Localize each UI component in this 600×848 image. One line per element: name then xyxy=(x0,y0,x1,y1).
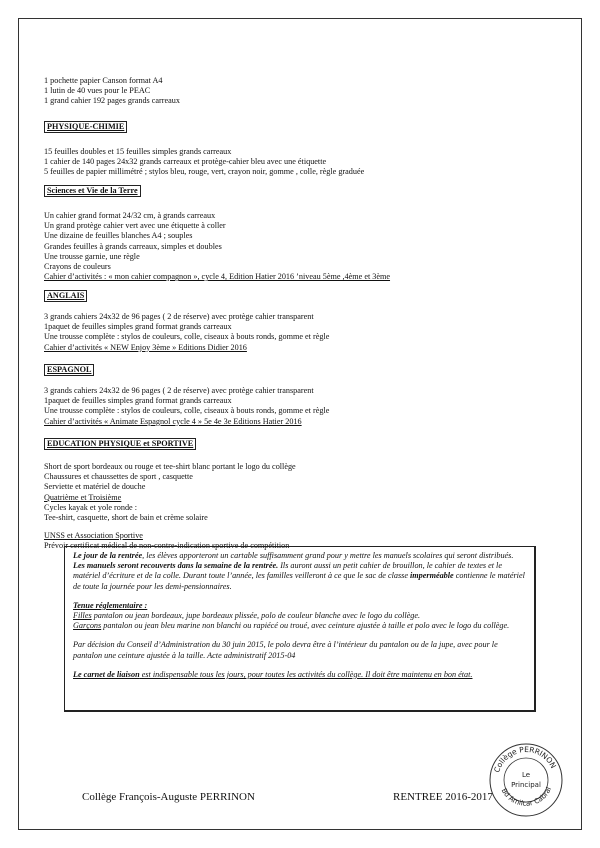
notice-label: Le jour de la rentrée xyxy=(73,551,143,560)
list-item: Une trousse complète : stylos de couleurs, colle, ciseaux à bouts ronds, gomme et règle xyxy=(44,332,330,342)
list-item: 3 grands cahiers 24x32 de 96 pages ( 2 de réserve) avec protège cahier transparent xyxy=(44,312,314,321)
section-physique-chimie xyxy=(44,121,364,178)
notice-garcons xyxy=(73,621,526,631)
activity-book: Cahier d’activités : « mon cahier compagnon », cycle 4, Edition Hatier 2016 ’niveau 5ème ,4ème et 3ème xyxy=(44,272,391,282)
list-item: 1 pochette papier Canson format A4 xyxy=(44,76,163,85)
notice-text: contienne le matériel de toute la journée pour les demi-pensionnaires. xyxy=(73,571,525,591)
list-item: Tee-shirt, casquette, short de bain et crème solaire xyxy=(44,513,208,523)
list-item: Serviette et matériel de douche xyxy=(44,482,146,492)
list-item: Une trousse complète : stylos de couleurs, colle, ciseaux à bouts ronds, gomme et règle xyxy=(44,406,330,416)
section-title: ESPAGNOL xyxy=(44,364,94,376)
notice-label: Le carnet de liaison xyxy=(73,669,140,679)
notice-decision: Par décision du Conseil d’Administration du 30 juin 2015, le polo devra être à l’intérieur du pantalon ou de la jupe, avec pour le pantalon une ceinture ajustée à la taille. Acte administratif 2015-04 xyxy=(73,640,498,660)
list-item: Short de sport bordeaux ou rouge et tee-shirt blanc portant le logo du collège xyxy=(44,462,296,471)
notice-label: Les manuels seront recouverts dans la semaine de la rentrée. xyxy=(73,561,279,571)
list-item: Une dizaine de feuilles blanches A4 ; souples xyxy=(44,231,193,241)
notice-carnet xyxy=(73,670,526,680)
list-item: Cycles kayak et yole ronde : xyxy=(44,502,137,512)
notice-emphasis: imperméable xyxy=(410,571,454,581)
section-title: ANGLAIS xyxy=(44,290,87,302)
list-item: 1 lutin de 40 vues pour le PEAC xyxy=(44,86,151,96)
notice-box xyxy=(64,546,536,712)
school-stamp-icon xyxy=(486,738,566,818)
stamp-bottom-text: Bd Amilcar Cabral xyxy=(499,785,554,808)
activity-book: Cahier d’activités « NEW Enjoy 3ème » Editions Didier 2016 xyxy=(44,342,247,352)
list-item: 5 feuilles de papier millimétré ; stylos bleu, rouge, vert, crayon noir, gomme , colle, règle graduée xyxy=(44,167,365,177)
list-item: 1 grand cahier 192 pages grands carreaux xyxy=(44,96,180,106)
list-item: 1paquet de feuilles simples grand format grands carreaux xyxy=(44,322,232,332)
stamp-line1: Le xyxy=(521,771,531,779)
notice-text: est indispensable tous les jours, pour toutes les activités du collège. Il doit être maintenu en bon état. xyxy=(139,669,473,679)
notice-text: Ils auront aussi un petit cahier de brouillon, le cahier de textes et le matériel d’écriture et de la colle. Durant toute l’année, les familles veilleront à ce que le sac de classe xyxy=(73,561,502,581)
notice-manuels xyxy=(73,561,526,592)
notice-rentree xyxy=(73,551,526,561)
stamp-top-text: Collège PERRINON xyxy=(492,744,559,774)
section-espagnol xyxy=(44,364,329,427)
footer-rentree: RENTREE 2016-2017 xyxy=(393,791,493,803)
list-item: 15 feuilles doubles et 15 feuilles simples grands carreaux xyxy=(44,147,232,156)
subheading: UNSS et Association Sportive xyxy=(44,531,143,541)
footer-college: Collège François-Auguste PERRINON xyxy=(82,791,255,803)
list-item: Un cahier grand format 24/32 cm, à grands carreaux xyxy=(44,211,216,220)
notice-text: pantalon ou jean bordeaux, jupe bordeaux plissée, polo de couleur blanche avec le logo du collège. xyxy=(91,611,421,621)
list-item: 1paquet de feuilles simples grand format grands carreaux xyxy=(44,396,232,406)
section-title: Sciences et Vie de la Terre xyxy=(44,185,141,197)
list-item: Un grand protège cahier vert avec une étiquette à coller xyxy=(44,221,226,231)
notice-label: Tenue réglementaire : xyxy=(73,600,148,610)
section-title: EDUCATION PHYSIQUE et SPORTIVE xyxy=(44,438,196,450)
list-item: 1 cahier de 140 pages 24x32 grands carreaux et protège-cahier bleu avec une étiquette xyxy=(44,157,327,167)
activity-book: Cahier d’activités « Animate Espagnol cycle 4 » 5e 4e 3e Editions Hatier 2016 xyxy=(44,416,302,426)
section-title: PHYSIQUE-CHIMIE xyxy=(44,121,127,133)
list-item: Une trousse garnie, une règle xyxy=(44,251,140,261)
notice-filles xyxy=(73,611,526,621)
section-eps xyxy=(44,438,296,552)
notice-label: Garçons xyxy=(73,621,102,631)
notice-label: Filles xyxy=(73,611,92,621)
list-item: Grandes feuilles à grands carreaux, simples et doubles xyxy=(44,241,222,251)
section-svt xyxy=(44,185,390,282)
notice-tenue xyxy=(73,601,526,611)
intro-list xyxy=(44,76,180,107)
subheading: Quatrième et Troisième xyxy=(44,492,122,502)
stamp-line2: Principal xyxy=(511,781,541,789)
list-item: Crayons de couleurs xyxy=(44,262,111,272)
list-item: Prévoir certificat médical de non-contre-indication sportive de compétition xyxy=(44,541,290,551)
list-item: Chaussures et chaussettes de sport , casquette xyxy=(44,472,193,482)
notice-text: , les élèves apporteront un cartable suffisamment grand pour y mettre les manuels scolaires qui seront distribués. xyxy=(142,551,514,560)
notice-text: pantalon ou jean bleu marine non blanchi ou rapiécé ou troué, avec ceinture ajustée à taille et polo avec le logo du collège. xyxy=(101,621,510,631)
list-item: 3 grands cahiers 24x32 de 96 pages ( 2 de réserve) avec protège cahier transparent xyxy=(44,386,314,395)
section-anglais xyxy=(44,290,329,353)
